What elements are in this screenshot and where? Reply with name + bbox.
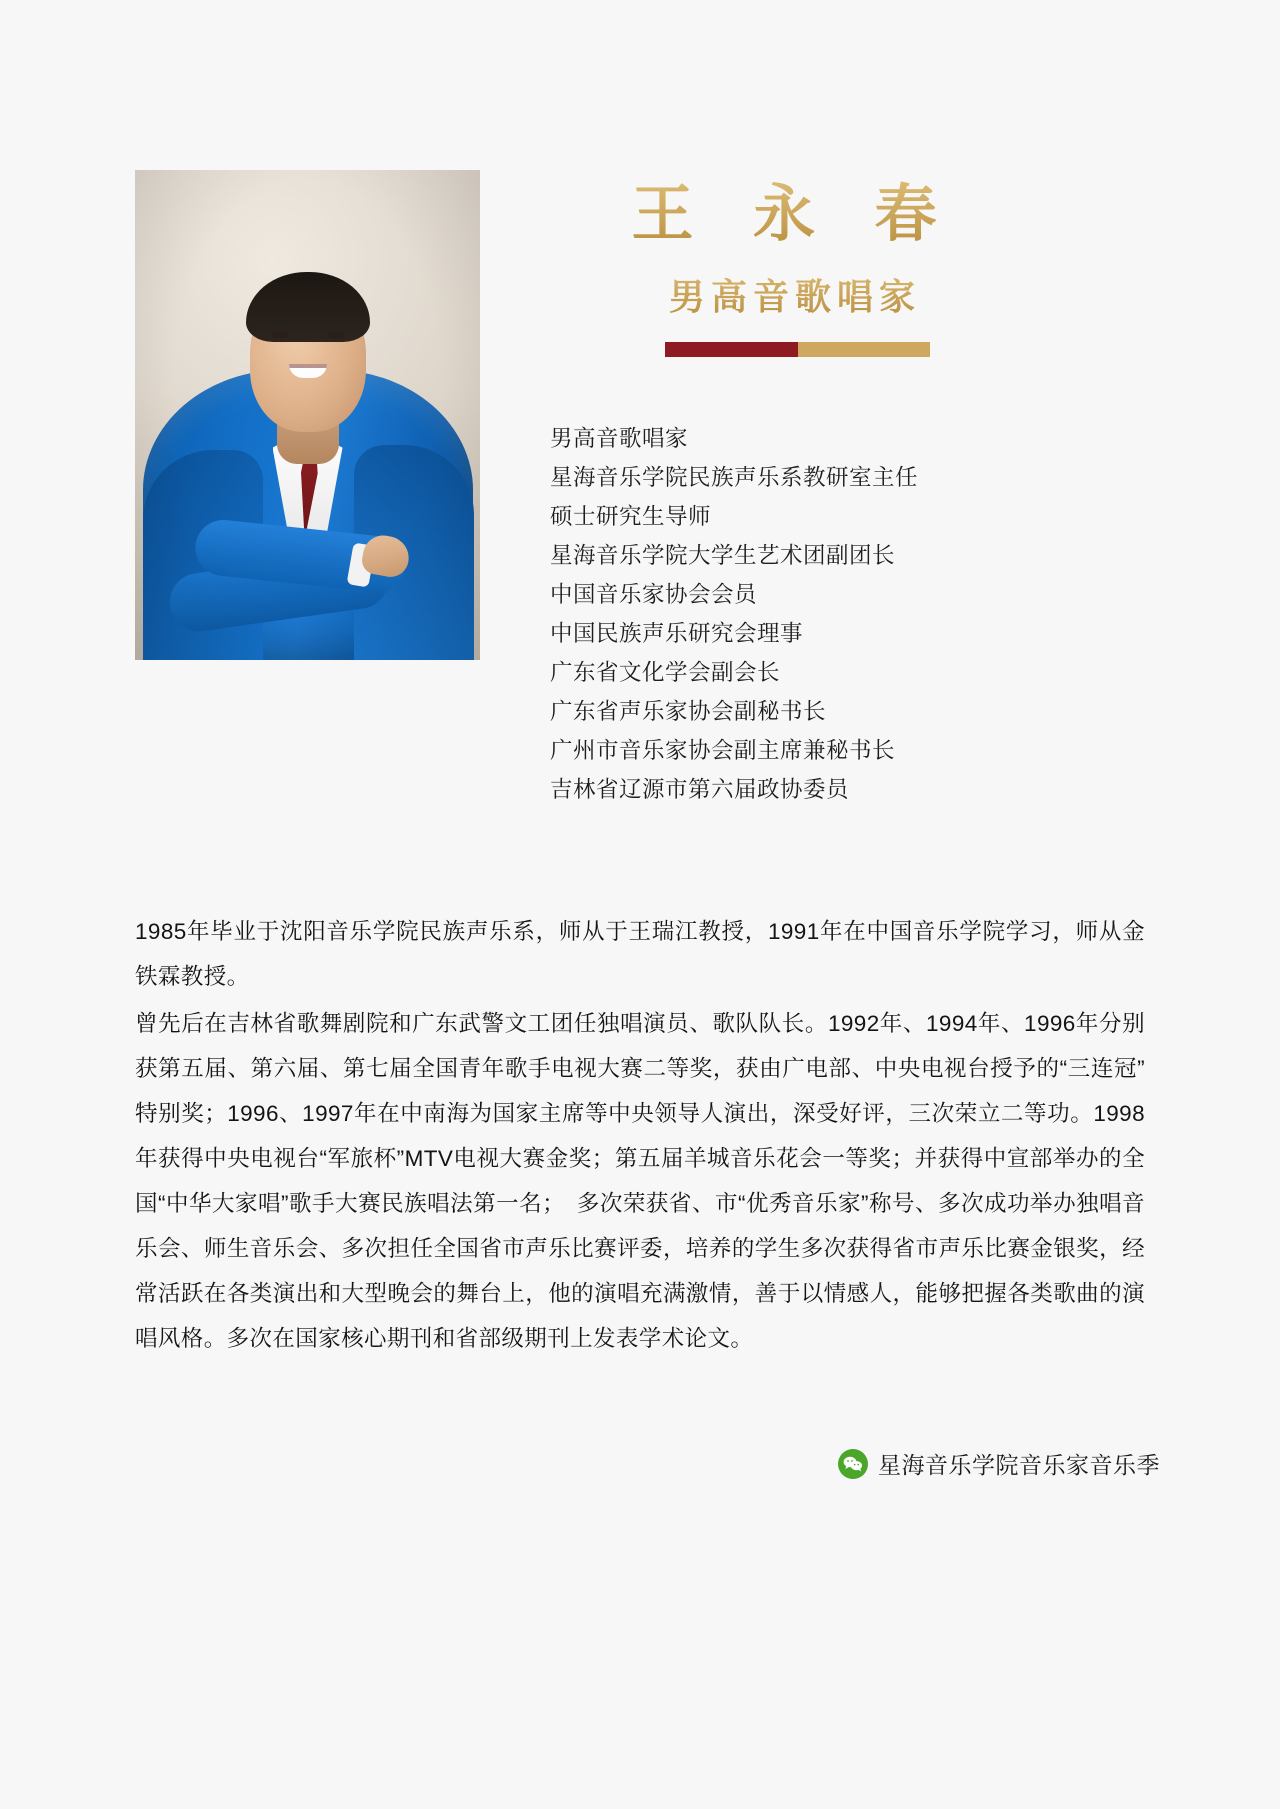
list-item: 广东省声乐家协会副秘书长 xyxy=(550,699,827,725)
person-title: 男高音歌唱家 xyxy=(560,269,1030,320)
footer xyxy=(0,1447,1160,1480)
portrait-container xyxy=(135,170,480,660)
divider-gold-segment xyxy=(798,342,931,357)
wechat-icon xyxy=(838,1449,868,1479)
photo-vignette xyxy=(135,170,480,660)
biography-paragraph: 曾先后在吉林省歌舞剧院和广东武警文工团任独唱演员、歌队队长。1992年、1994年、1996年分别获第五届、第六届、第七届全国青年歌手电视大赛二等奖，获由广电部、中央电视台授予的“三连冠”特别奖；1996、1997年在中南海为国家主席等中央领导人演出，深受好评，三次荣立二等功。1998年获得中央电视台“军旅杯”MTV电视大赛金奖；第五届羊城音乐花会一等奖；并获得中宣部举办的全国“中华大家唱”歌手大赛民族唱法第一名； 多次荣获省、市“优秀音乐家”称号、多次成功举办独唱音乐会、师生音乐会、多次担任全国省市声乐比赛评委，培养的学生多次获得省市声乐比赛金银奖，经常活跃在各类演出和大型晚会的舞台上，他的演唱充满激情，善于以情感人，能够把握各类歌曲的演唱风格。多次在国家核心期刊和省部级期刊上发表学术论文。 xyxy=(135,1011,1145,1352)
wechat-account-badge[interactable] xyxy=(838,1447,1160,1480)
list-item: 中国音乐家协会会员 xyxy=(550,582,758,608)
list-item: 吉林省辽源市第六届政协委员 xyxy=(550,777,850,803)
list-item: 广州市音乐家协会副主席兼秘书长 xyxy=(550,738,896,764)
person-name: 王 永 春 xyxy=(560,180,1030,251)
list-item: 广东省文化学会副会长 xyxy=(550,660,781,686)
divider-bar xyxy=(665,342,930,357)
profile-text-block xyxy=(550,170,1280,809)
profile-header xyxy=(0,0,1280,809)
list-item: 男高音歌唱家 xyxy=(550,426,689,452)
list-item: 中国民族声乐研究会理事 xyxy=(550,621,804,647)
list-item: 星海音乐学院大学生艺术团副团长 xyxy=(550,543,896,569)
wechat-account-name: 星海音乐学院音乐家音乐季 xyxy=(878,1452,1160,1479)
list-item: 硕士研究生导师 xyxy=(550,504,712,530)
list-item: 星海音乐学院民族声乐系教研室主任 xyxy=(550,465,919,491)
biography-paragraph: 1985年毕业于沈阳音乐学院民族声乐系，师从于王瑞江教授，1991年在中国音乐学院学习，师从金铁霖教授。 xyxy=(135,919,1145,990)
biography-section xyxy=(135,909,1145,1361)
portrait-photo xyxy=(135,170,480,660)
credentials-list xyxy=(550,419,1280,809)
divider-red-segment xyxy=(665,342,798,357)
